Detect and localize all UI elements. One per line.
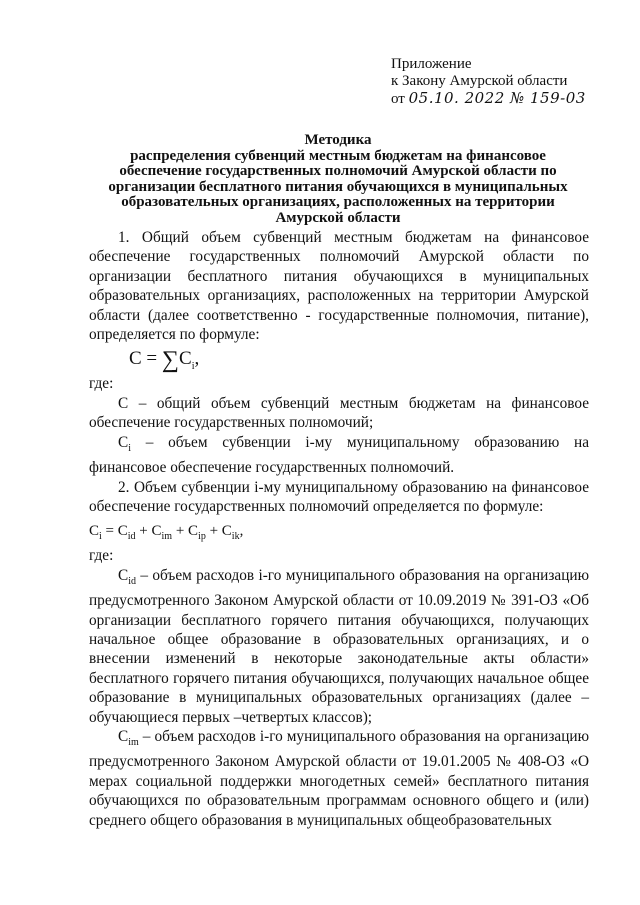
appendix-header — [391, 56, 586, 108]
f2-end: , — [239, 523, 244, 540]
title-line: Амурской области — [275, 209, 401, 226]
where-label: где: — [89, 375, 114, 393]
formula-lhs: С = — [129, 348, 162, 370]
handwritten-date-number: 05.10. 2022 № 159-03 — [408, 89, 586, 107]
title-line: образовательных организациях, расположенных на территории — [121, 194, 555, 210]
paragraph-2: 2. Объем субвенции i-му муниципальному образованию на финансовое обеспечение государственных полномочий определяется по формуле: — [89, 478, 589, 515]
formula-total — [89, 344, 589, 374]
var: С — [118, 566, 129, 584]
appendix-law: к Закону Амурской области — [391, 73, 568, 89]
f2-plus: + С — [172, 523, 199, 540]
f2-lhs-sub: i — [99, 531, 102, 543]
f2-plus: + С — [135, 523, 162, 540]
title-heading: Методика — [304, 132, 372, 148]
definition-ci — [89, 433, 589, 478]
definition-text: – объем расходов i-го муниципального образования на организацию предусмотренного Законом Амурской области от 10.09.2019 № 391-ОЗ «Об организации бесплатного горячего питания обучающихся, получающих начальное общее образование в образовательных организациях, и о внесении изменений в некоторые законодательные акты области» бесплатного горячего питания обучающихся, получающих начальное общее образование в муниципальных образовательных организациях (далее – обучающиеся первых –четвертых классов); — [89, 566, 589, 726]
appendix-date — [391, 90, 586, 108]
definition-cim — [89, 727, 589, 830]
var: С — [118, 433, 129, 451]
var-sub: im — [128, 737, 139, 749]
var: С — [118, 728, 129, 746]
var-sub: id — [128, 575, 136, 587]
definition-text: – объем расходов i-го муниципального образования на организацию предусмотренного Законом Амурской области от 19.01.2005 № 408-ОЗ «О мерах социальной поддержки многодетных семей» бесплатного питания обучающихся по образовательным программам основного общего и (или) среднего общего образования в муниципальных общеобразовательных — [89, 728, 589, 829]
appendix-label: Приложение — [391, 56, 472, 72]
where-label-2: где: — [89, 547, 114, 565]
document-title — [40, 133, 636, 226]
document-body — [89, 228, 589, 830]
paragraph-1: 1. Общий объем субвенций местным бюджетам на финансовое обеспечение государственных полномочий Амурской области по организации бесплатного питания обучающихся в муниципальных образовательных организациях, расположенных на территории Амурской области (далее соответственно - государственные полномочия, питание), определяется по формуле: — [89, 229, 589, 344]
definition-text: – объем субвенции i-му муниципальному образованию на финансовое обеспечение государственных полномочий. — [89, 433, 589, 477]
f2-sub: im — [161, 531, 173, 543]
formula-sub: i — [191, 361, 195, 373]
f2-lhs: С — [89, 523, 100, 540]
title-line: организации бесплатного питания обучающихся в муниципальных — [108, 178, 568, 195]
sum-symbol: ∑ — [161, 347, 179, 374]
title-line: распределения субвенций местным бюджетам на финансовое — [130, 147, 546, 164]
f2-sub: ip — [198, 531, 206, 543]
f2-sub: id — [127, 531, 136, 543]
formula-var: С — [179, 348, 192, 370]
f2-sub: ik — [231, 531, 240, 543]
definition-c: С – общий объем субвенций местным бюджетам на финансовое обеспечение государственных полномочий; — [89, 394, 589, 432]
formula-ci — [89, 516, 589, 546]
var-sub: i — [128, 442, 131, 454]
f2-eq: = С — [101, 523, 128, 540]
title-line: обеспечение государственных полномочий Амурской области по — [119, 163, 557, 179]
f2-plus: + С — [205, 523, 232, 540]
definition-cid — [89, 566, 589, 727]
formula-end: , — [194, 348, 200, 370]
date-prefix: от — [391, 91, 405, 107]
